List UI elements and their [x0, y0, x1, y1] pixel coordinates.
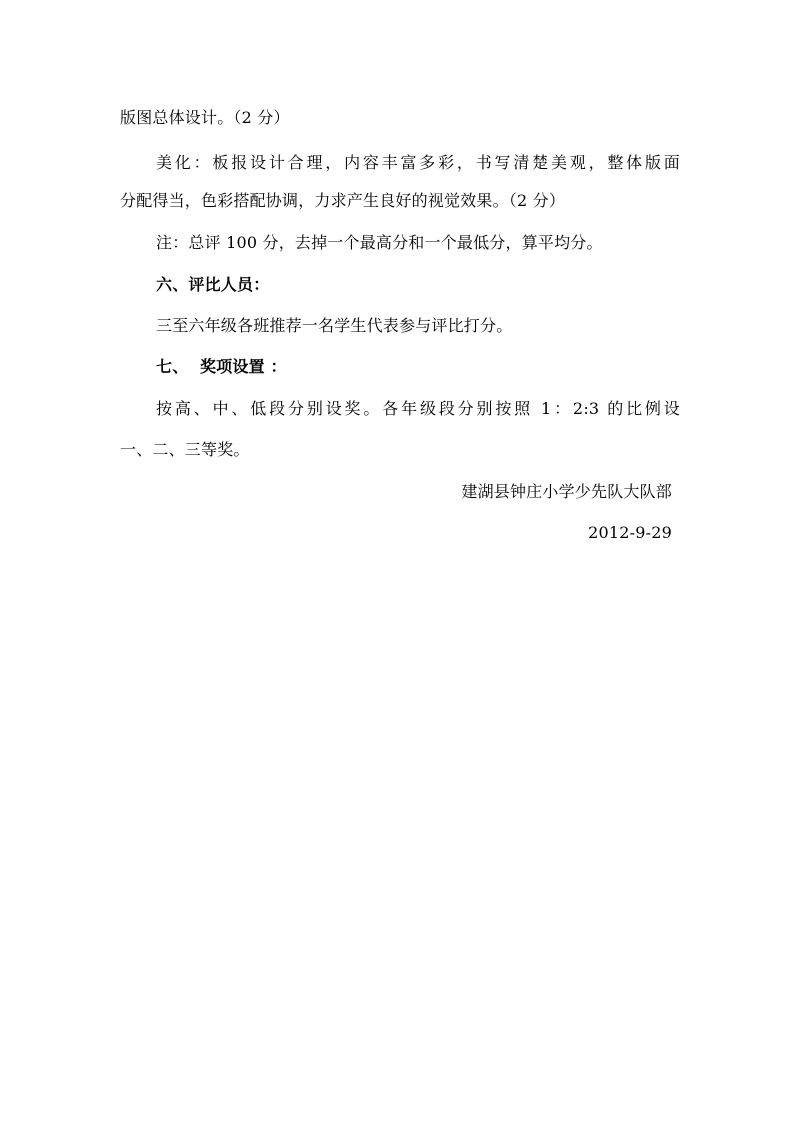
section-heading-awards: 七、 奖项设置 ：: [156, 357, 287, 376]
paragraph-line-design: 版图总体设计。（2 分）: [120, 108, 290, 127]
paragraph-line-awards: 按高、中、低段分别设奖。各年级段分别按照 1：2:3 的比例设: [156, 399, 680, 418]
document-date: 2012-9-29: [588, 523, 672, 542]
paragraph-line-layout: 分配得当，色彩搭配协调，力求产生良好的视觉效果。（2 分）: [120, 191, 566, 210]
signature: 建湖县钟庄小学少先队大队部: [461, 482, 672, 501]
paragraph-line-note: 注：总评 100 分，去掉一个最高分和一个最低分，算平均分。: [156, 233, 603, 252]
paragraph-line-judges: 三至六年级各班推荐一名学生代表参与评比打分。: [156, 316, 513, 335]
paragraph-line-award-levels: 一、二、三等奖。: [120, 440, 250, 459]
section-heading-judges: 六、评比人员：: [156, 275, 270, 294]
paragraph-line-beautify: 美化：板报设计合理，内容丰富多彩，书写清楚美观，整体版面: [156, 153, 680, 172]
